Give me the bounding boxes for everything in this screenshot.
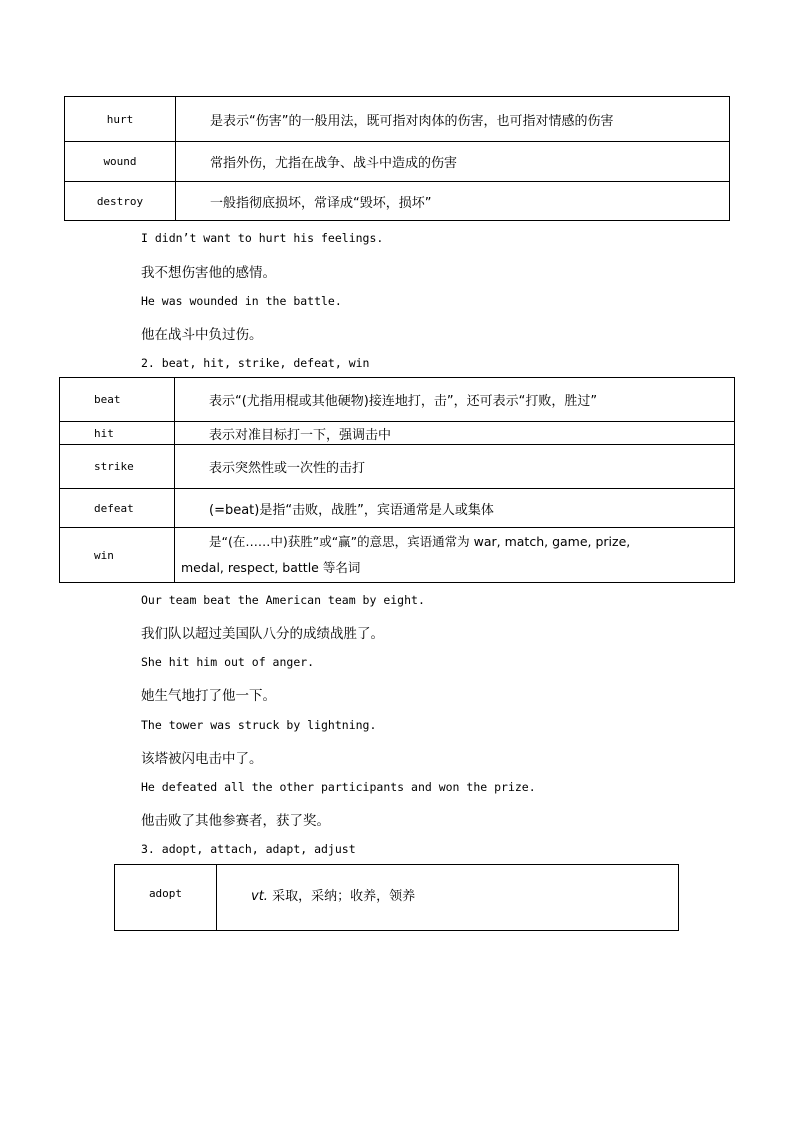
- definition-text: 一般指彻底损坏，常译成“毁坏，损坏”: [210, 195, 432, 211]
- word-cell: [115, 865, 217, 931]
- word-label: hurt: [106, 112, 134, 126]
- definition-cell: [175, 528, 735, 583]
- vocab-table-beat-hit-strike-defeat-win: [59, 377, 735, 583]
- example-english: Our team beat the American team by eight.: [141, 593, 425, 607]
- definition-cell: [175, 489, 735, 528]
- word-cell: [65, 182, 176, 221]
- vocab-table-adopt: [114, 864, 679, 931]
- word-cell: [65, 142, 176, 182]
- table-row: [60, 445, 735, 489]
- definition-text: 是表示“伤害”的一般用法，既可指对肉体的伤害，也可指对情感的伤害: [210, 113, 614, 129]
- definition-cell: [175, 378, 735, 422]
- table-row: [60, 378, 735, 422]
- definition-cell: [176, 182, 730, 221]
- example-chinese: 他在战斗中负过伤。: [141, 327, 263, 343]
- example-english: The tower was struck by lightning.: [141, 718, 377, 732]
- definition-text: 表示突然性或一次性的击打: [209, 461, 366, 476]
- word-label: beat: [94, 393, 121, 406]
- definition-text: 常指外伤，尤指在战争、战斗中造成的伤害: [210, 156, 458, 171]
- definition-text: 表示对准目标打一下，强调击中: [209, 427, 392, 443]
- definition-cell: [176, 142, 730, 182]
- definition-text-line2: medal, respect, battle 等名词: [181, 560, 361, 575]
- word-label: strike: [94, 460, 134, 473]
- table-row: [65, 182, 730, 221]
- example-chinese: 我们队以超过美国队八分的成绩战胜了。: [141, 626, 384, 642]
- word-cell: [60, 378, 175, 422]
- word-label: destroy: [96, 194, 144, 208]
- example-english: I didn’t want to hurt his feelings.: [141, 231, 384, 245]
- word-cell: [60, 445, 175, 489]
- definition-text: 采取，采纳；收养，领养: [267, 889, 416, 904]
- example-chinese: 该塔被闪电击中了。: [141, 751, 263, 767]
- word-label: defeat: [94, 501, 134, 515]
- example-chinese: 她生气地打了他一下。: [141, 688, 276, 704]
- section-heading: 2. beat, hit, strike, defeat, win: [141, 356, 370, 370]
- word-cell: [65, 97, 176, 142]
- table-row: [65, 142, 730, 182]
- definition-cell: [175, 422, 735, 445]
- example-english: He was wounded in the battle.: [141, 294, 342, 308]
- table-row: [60, 528, 735, 583]
- word-cell: [60, 528, 175, 583]
- word-label: adopt: [148, 887, 183, 900]
- definition-cell: [176, 97, 730, 142]
- table-row: [115, 865, 679, 931]
- example-chinese: 我不想伤害他的感情。: [141, 265, 276, 281]
- definition-text: 表示“(尤指用棍或其他硬物)接连地打，击”，还可表示“打败，胜过”: [209, 394, 598, 409]
- definition-cell: [175, 445, 735, 489]
- word-cell: [60, 489, 175, 528]
- definition-text-line1: 是“(在……中)获胜”或“赢”的意思，宾语通常为 war, match, game, prize,: [209, 534, 631, 549]
- table-row: [60, 422, 735, 445]
- section-heading: 3. adopt, attach, adapt, adjust: [141, 842, 356, 856]
- example-english: He defeated all the other participants and won the prize.: [141, 780, 536, 794]
- part-of-speech: vt.: [251, 889, 268, 904]
- word-cell: [60, 422, 175, 445]
- vocab-table-hurt-wound-destroy: [64, 96, 730, 221]
- example-chinese: 他击败了其他参赛者，获了奖。: [141, 813, 330, 829]
- table-row: [65, 97, 730, 142]
- example-english: She hit him out of anger.: [141, 655, 315, 669]
- word-label: win: [94, 548, 114, 562]
- definition-text: (=beat)是指“击败，战胜”，宾语通常是人或集体: [209, 502, 494, 518]
- word-label: hit: [94, 426, 114, 440]
- word-label: wound: [103, 155, 137, 168]
- definition-cell: [217, 865, 679, 931]
- table-row: [60, 489, 735, 528]
